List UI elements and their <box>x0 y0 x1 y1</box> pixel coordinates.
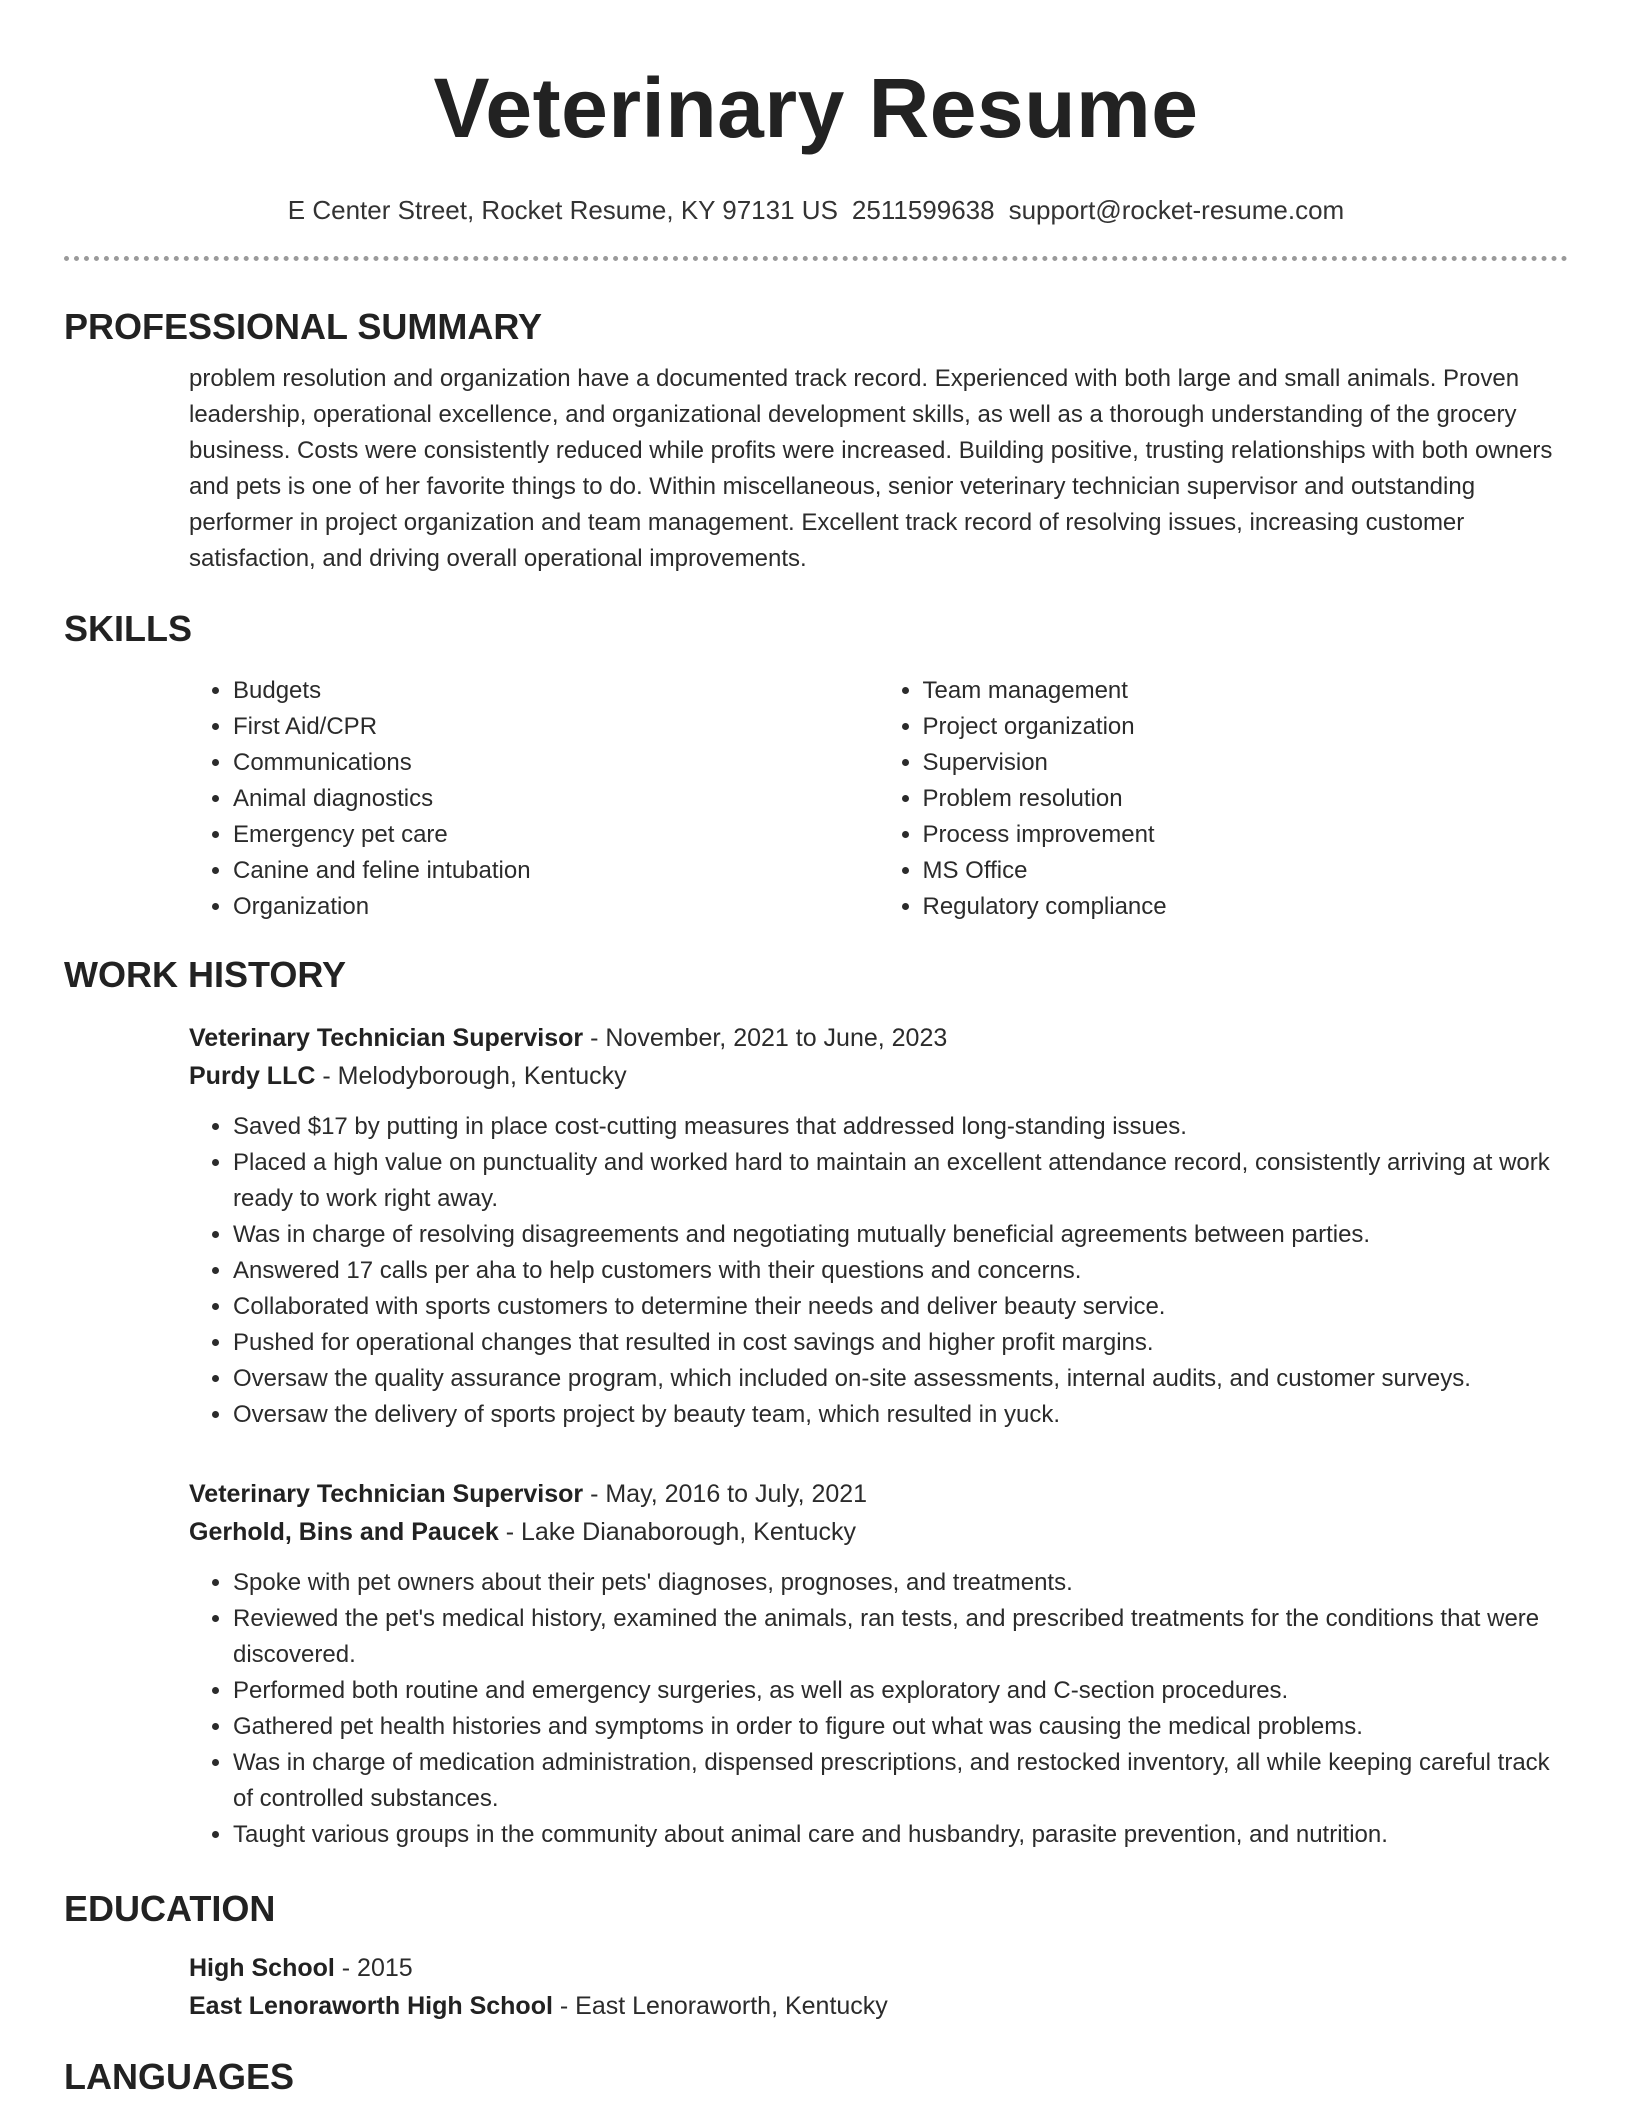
skill-item: • Problem resolution <box>923 781 1569 817</box>
education-degree-line <box>189 1949 1568 1987</box>
section-title-education: EDUCATION <box>64 1888 276 1929</box>
job-location: - Lake Dianaborough, Kentucky <box>498 1518 856 1546</box>
skill-item: • Team management <box>923 673 1569 709</box>
job-bullet: • Oversaw the quality assurance program, which included on-site assessments, internal audits, and customer surveys. <box>233 1361 1568 1397</box>
job-bullet: • Collaborated with sports customers to determine their needs and deliver beauty service. <box>233 1289 1568 1325</box>
skill-item: • Communications <box>233 745 879 781</box>
job-bullet: • Gathered pet health histories and symptoms in order to figure out what was causing the medical problems. <box>233 1709 1568 1745</box>
education-degree: High School <box>189 1954 335 1982</box>
skills-list <box>64 673 1568 925</box>
education-year: - 2015 <box>334 1954 413 1982</box>
job-company-line <box>189 1513 1568 1551</box>
skill-item: • Canine and feline intubation <box>233 853 879 889</box>
job-title-line <box>189 1475 1568 1513</box>
education-school: East Lenoraworth High School <box>189 1992 553 2020</box>
education-entry <box>64 1949 1568 2025</box>
summary-text: problem resolution and organization have a documented track record. Experienced with both large and small animals. Proven leadership, operational excellence, and organizational development skills, as well as a thorough understanding of the grocery business. Costs were consistently reduced while profits were increased. Building positive, trusting relationships with both owners and pets is one of her favorite things to do. Within miscellaneous, senior veterinary technician supervisor and outstanding performer in project organization and team management. Excellent track record of resolving issues, increasing customer satisfaction, and driving overall operational improvements. <box>189 365 1553 572</box>
job-company: Purdy LLC <box>189 1062 316 1090</box>
skill-item: • Process improvement <box>923 817 1569 853</box>
job-bullet: • Placed a high value on punctuality and worked hard to maintain an excellent attendance record, consistently arriving at work ready to work right away. <box>233 1145 1568 1217</box>
resume-title: Veterinary Resume <box>433 61 1199 155</box>
skill-item: • First Aid/CPR <box>233 709 879 745</box>
job-location: - Melodyborough, Kentucky <box>315 1062 627 1090</box>
skill-item: • Animal diagnostics <box>233 781 879 817</box>
section-title-skills: SKILLS <box>64 608 193 649</box>
skill-item: • Project organization <box>923 709 1569 745</box>
section-title-languages: LANGUAGES <box>64 2056 295 2097</box>
job-role: Veterinary Technician Supervisor <box>189 1480 584 1508</box>
skill-item: • Organization <box>233 889 879 925</box>
skill-item: • MS Office <box>923 853 1569 889</box>
education-location: - East Lenoraworth, Kentucky <box>552 1992 888 2020</box>
job-bullet: • Was in charge of resolving disagreements and negotiating mutually beneficial agreements between parties. <box>233 1217 1568 1253</box>
work-history-list <box>64 1019 1568 1853</box>
job-bullet-list <box>189 1565 1568 1853</box>
skills-column-left <box>189 673 879 925</box>
job-bullet: • Taught various groups in the community about animal care and husbandry, parasite prevention, and nutrition. <box>233 1817 1568 1853</box>
job-dates: - May, 2016 to July, 2021 <box>583 1480 868 1508</box>
skill-item: • Regulatory compliance <box>923 889 1569 925</box>
section-title-work-history: WORK HISTORY <box>64 954 347 995</box>
job-bullet: • Reviewed the pet's medical history, examined the animals, ran tests, and prescribed treatments for the conditions that were discovered. <box>233 1601 1568 1673</box>
job-role: Veterinary Technician Supervisor <box>189 1024 584 1052</box>
contact-address: E Center Street, Rocket Resume, KY 97131 US <box>287 195 838 225</box>
job-bullet: • Was in charge of medication administration, dispensed prescriptions, and restocked inventory, all while keeping careful track of controlled substances. <box>233 1745 1568 1817</box>
skill-item: • Budgets <box>233 673 879 709</box>
contact-email: support@rocket-resume.com <box>1008 195 1345 225</box>
section-title-summary: PROFESSIONAL SUMMARY <box>64 306 543 347</box>
job-company: Gerhold, Bins and Paucek <box>189 1518 499 1546</box>
education-school-line <box>189 1987 1568 2025</box>
skill-item: • Supervision <box>923 745 1569 781</box>
job-bullet: • Performed both routine and emergency surgeries, as well as exploratory and C-section procedures. <box>233 1673 1568 1709</box>
job-entry <box>189 1019 1568 1433</box>
job-bullet: • Oversaw the delivery of sports project by beauty team, which resulted in yuck. <box>233 1397 1568 1433</box>
job-dates: - November, 2021 to June, 2023 <box>583 1024 948 1052</box>
job-entry <box>189 1475 1568 1853</box>
contact-line <box>64 194 1568 226</box>
job-bullet: • Answered 17 calls per aha to help customers with their questions and concerns. <box>233 1253 1568 1289</box>
skill-item: • Emergency pet care <box>233 817 879 853</box>
skills-column-right <box>879 673 1569 925</box>
job-bullet-list <box>189 1109 1568 1433</box>
job-bullet: • Spoke with pet owners about their pets' diagnoses, prognoses, and treatments. <box>233 1565 1568 1601</box>
header-divider <box>64 256 1568 261</box>
job-bullet: • Saved $17 by putting in place cost-cutting measures that addressed long-standing issues. <box>233 1109 1568 1145</box>
job-bullet: • Pushed for operational changes that resulted in cost savings and higher profit margins. <box>233 1325 1568 1361</box>
job-company-line <box>189 1057 1568 1095</box>
contact-phone: 2511599638 <box>851 195 995 225</box>
job-title-line <box>189 1019 1568 1057</box>
